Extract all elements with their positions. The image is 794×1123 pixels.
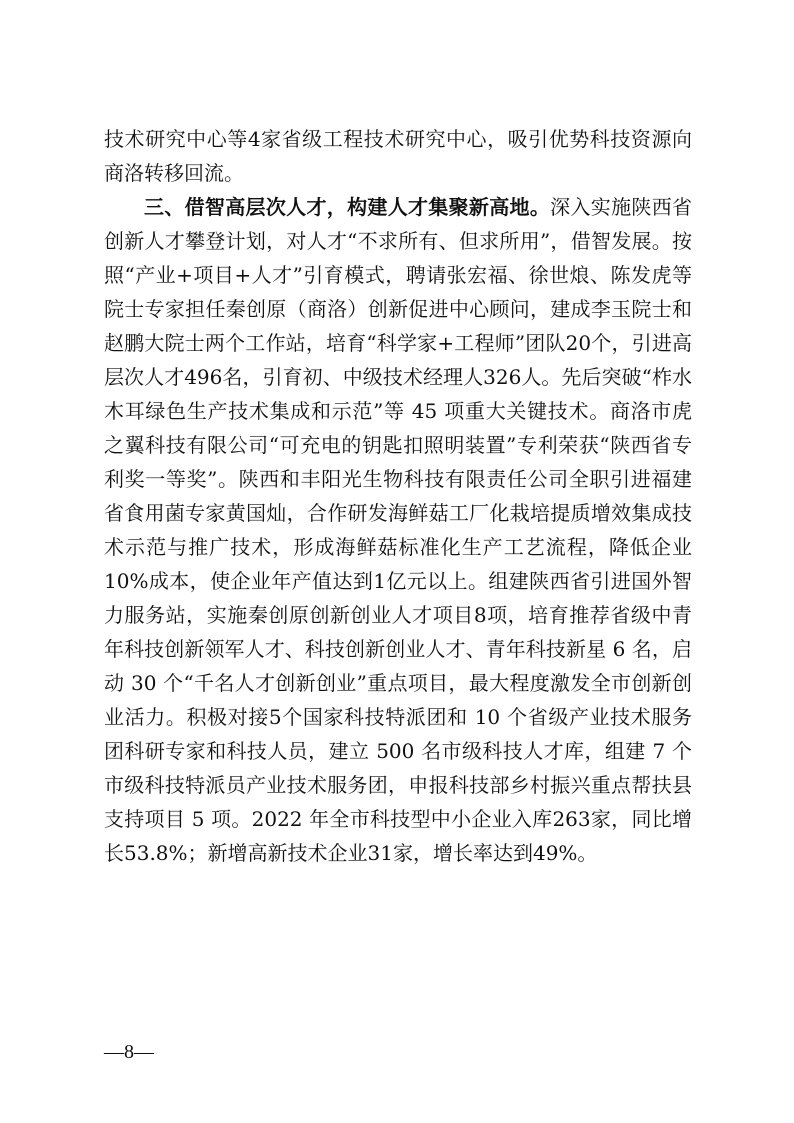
paragraph-continuation xyxy=(104,122,692,190)
paragraph-text: 技术研究中心等4家省级工程技术研究中心，吸引优势科技资源向商洛转移回流。 xyxy=(104,127,692,185)
document-body xyxy=(104,122,692,870)
paragraph-text: 深入实施陕西省创新人才攀登计划，对人才“不求所有、但求所用”，借智发展。按照“产业+项目+人才”引育模式，聘请张宏福、徐世烺、陈发虎等院士专家担任秦创原（商洛）创新促进中心顾问，建成李玉院士和赵鹏大院士两个工作站，培育“科学家+工程师”团队20个，引进高层次人才496名，引育初、中级技术经理人326人。先后突破“柞水木耳绿色生产技术集成和示范”等 45 项重大关键技术。商洛市虎之翼科技有限公司“可充电的钥匙扣照明装置”专利荣获“陕西省专利奖一等奖”。陕西和丰阳光生物科技有限责任公司全职引进福建省食用菌专家黄国灿，合作研发海鲜菇工厂化栽培提质增效集成技术示范与推广技术，形成海鲜菇标准化生产工艺流程，降低企业10%成本，使企业年产值达到1亿元以上。组建陕西省引进国外智力服务站，实施秦创原创新创业人才项目8项，培育推荐省级中青年科技创新领军人才、科技创新创业人才、青年科技新星 6 名，启动 30 个“千名人才创新创业”重点项目，最大程度激发全市创新创业活力。积极对接5个国家科技特派团和 10 个省级产业技术服务团科研专家和科技人员，建立 500 名市级科技人才库，组建 7 个市级科技特派员产业技术服务团，申报科技部乡村振兴重点帮扶县支持项目 5 项。2022 年全市科技型中小企业入库263家，同比增长53.8%；新增高新技术企业31家，增长率达到49%。 xyxy=(104,195,693,865)
page-number: —8— xyxy=(104,1041,154,1063)
paragraph-section-three xyxy=(104,190,692,870)
section-heading: 三、借智高层次人才，构建人才集聚新高地。 xyxy=(144,195,551,219)
